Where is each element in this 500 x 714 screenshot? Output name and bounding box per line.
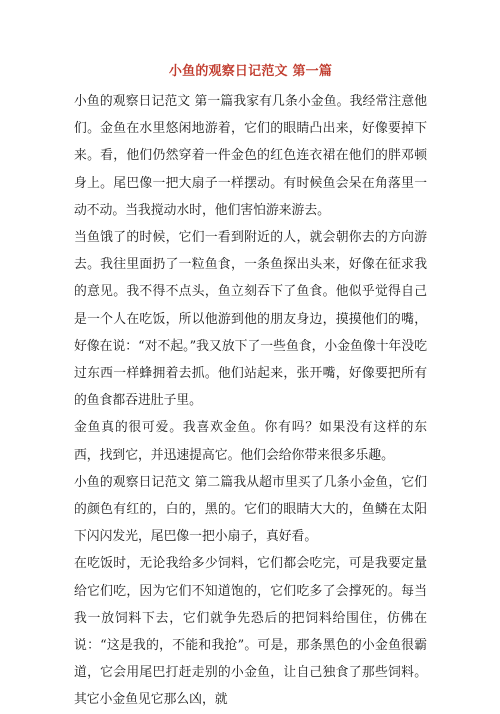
paragraph-2: 当鱼饿了的时候，它们一看到附近的人，就会朝你去的方向游去。我往里面扔了一粒鱼食，一条鱼探出头来，好像在征求我的意见。我不得不点头，鱼立刻吞下了鱼食。他似乎觉得自己是一个人在吃饭，所以他游到他的朋友身边，摸摸他们的嘴，好像在说：“对不起。”我又放下了一些鱼食，小金鱼像十年没吃过东西一样蜂拥着去抓。他们站起来，张开嘴，好像要把所有的鱼食都吞进肚子里。 [74,230,427,409]
document-title: 小鱼的观察日记范文 第一篇 [168,64,333,79]
paragraph-3: 金鱼真的很可爱。我喜欢金鱼。你有吗？如果没有这样的东西，找到它，并迅速提高它。他们会给你带来很多乐趣。 [74,420,427,463]
paragraph-5: 在吃饭时，无论我给多少饲料，它们都会吃完，可是我要定量给它们吃，因为它们不知道饱的，它们吃多了会撑死的。每当我一放饲料下去，它们就争先恐后的把饲料给围住，仿佛在说：“这是我的，不能和我抢”。可是，那条黑色的小金鱼很霸道，它会用尾巴打赶走别的小金鱼，让自己独食了那些饲料。其它小金鱼见它那么凶，就 [74,556,427,708]
paragraph-1: 小鱼的观察日记范文 第一篇我家有几条小金鱼。我经常注意他们。金鱼在水里悠闲地游着，它们的眼睛凸出来，好像要掉下来。看，他们仍然穿着一件金色的红色连衣裙在他们的胖邓顿身上。尾巴像一把大扇子一样摆动。有时候鱼会呆在角落里一动不动。当我搅动水时，他们害怕游来游去。 [74,94,427,218]
paragraph-4: 小鱼的观察日记范文 第二篇我从超市里买了几条小金鱼，它们的颜色有红的，白的，黑的。它们的眼睛大大的，鱼鳞在太阳下闪闪发光，尾巴像一把小扇子，真好看。 [74,474,427,545]
